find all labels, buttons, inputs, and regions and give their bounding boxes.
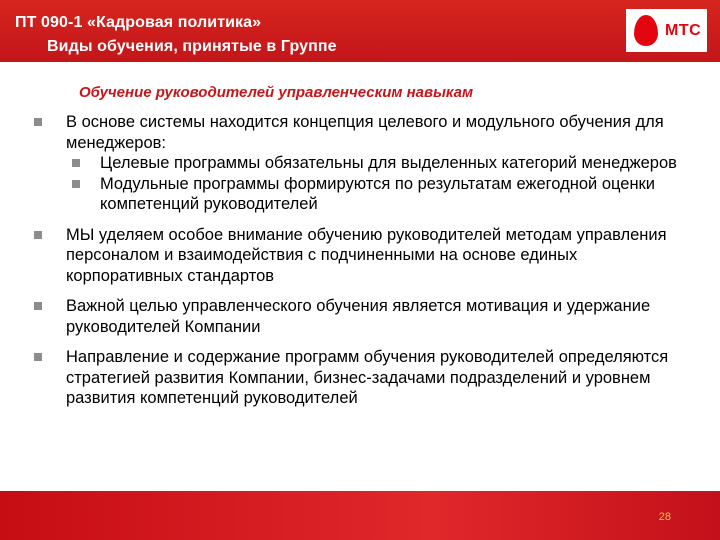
sub-list-item-text: Целевые программы обязательны для выделенных категорий менеджеров [100, 154, 677, 172]
list-item [32, 296, 682, 337]
square-bullet-icon [34, 118, 42, 126]
square-bullet-icon [34, 302, 42, 310]
footer-bar [0, 491, 720, 540]
bullet-list [32, 112, 682, 409]
square-bullet-icon [34, 231, 42, 239]
square-bullet-icon [72, 159, 80, 167]
slide-title-line2: Виды обучения, принятые в Группе [47, 38, 337, 55]
section-subtitle: Обучение руководителей управленческим навыкам [79, 84, 474, 101]
square-bullet-icon [34, 353, 42, 361]
list-item [32, 225, 682, 287]
list-item-text: Важной целью управленческого обучения является мотивация и удержание руководителей Компании [66, 297, 651, 336]
list-item-text: МЫ уделяем особое внимание обучению руководителей методам управления персоналом и взаимодействия с подчиненными на основе единых корпоративных стандартов [66, 225, 667, 285]
sub-list-item [66, 174, 682, 215]
sub-list-item-text: Модульные программы формируются по результатам ежегодной оценки компетенций руководителей [100, 174, 655, 213]
list-item-text: В основе системы находится концепция целевого и модульного обучения для менеджеров: [66, 113, 664, 152]
square-bullet-icon [72, 180, 80, 188]
egg-icon [634, 15, 658, 46]
logo-text: МТС [665, 22, 702, 39]
page-number: 28 [658, 511, 671, 523]
slide-title-line1: ПТ 090-1 «Кадровая политика» [15, 14, 262, 31]
mts-logo [626, 9, 707, 52]
header-bar [0, 0, 720, 62]
sub-list-item [66, 153, 682, 174]
list-item [32, 347, 682, 409]
list-item [32, 112, 682, 215]
list-item-text: Направление и содержание программ обучения руководителей определяются стратегией развития Компании, бизнес-задачами подразделений и уровнем развития компетенций руководителей [66, 348, 669, 407]
